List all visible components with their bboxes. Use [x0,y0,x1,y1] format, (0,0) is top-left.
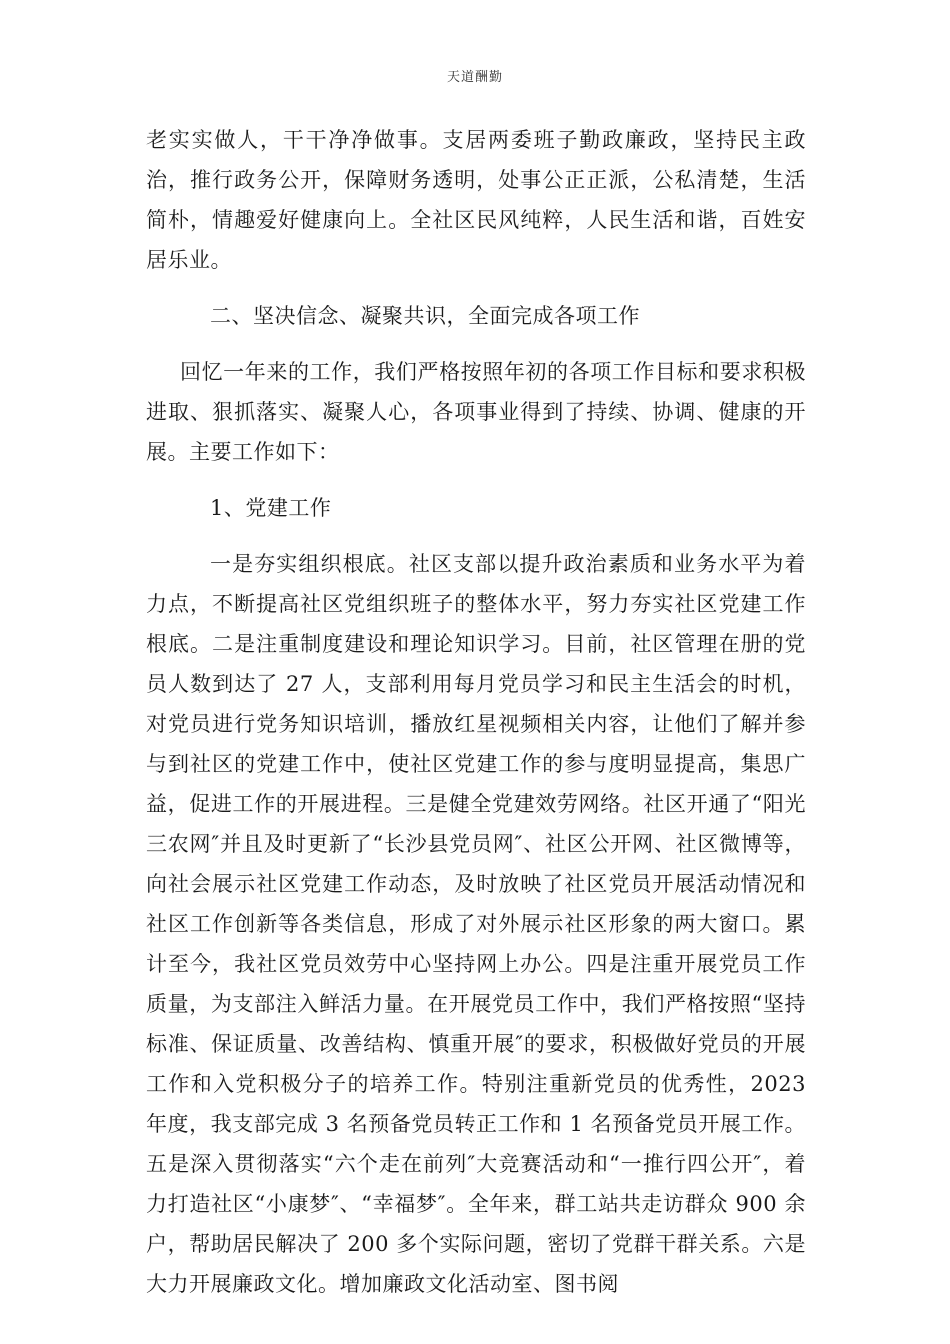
paragraph-review: 回忆一年来的工作，我们严格按照年初的各项工作目标和要求积极进取、狠抓落实、凝聚人心，各项事业得到了持续、协调、健康的开展。主要工作如下： [146,360,806,464]
paragraph-party-building: 一是夯实组织根底。社区支部以提升政治素质和业务水平为着力点，不断提高社区党组织班子的整体水平，努力夯实社区党建工作根底。二是注重制度建设和理论知识学习。目前，社区管理在册的党员人数到达了 27 人，支部利用每月党员学习和民主生活会的时机，对党员进行党务知识培训，播放红星视频相关内容，让他们了解并参与到社区的党建工作中，使社区党建工作的参与度明显提高，集思广益，促进工作的开展进程。三是健全党建效劳网络。社区开通了“阳光三农网″并且及时更新了“长沙县党员网″、社区公开网、社区微博等，向社会展示社区党建工作动态，及时放映了社区党员开展活动情况和社区工作创新等各类信息，形成了对外展示社区形象的两大窗口。累计至今，我社区党员效劳中心坚持网上办公。四是注重开展党员工作质量，为支部注入鲜活力量。在开展党员工作中，我们严格按照“坚持标准、保证质量、改善结构、慎重开展″的要求，积极做好党员的开展工作和入党积极分子的培养工作。特别注重新党员的优秀性，2023 年度，我支部完成 3 名预备党员转正工作和 1 名预备党员开展工作。五是深入贯彻落实“六个走在前列″大竞赛活动和“一推行四公开″，着力打造社区“小康梦″、“幸福梦″。全年来，群工站共走访群众 900 余户，帮助居民解决了 200 多个实际问题，密切了党群干群关系。六是大力开展廉政文化。增加廉政文化活动室、图书阅 [146,552,806,1296]
subsection-heading: 1、党建工作 [210,496,332,520]
document-body [146,120,806,1304]
paragraph-continuation: 老实实做人，干干净净做事。支居两委班子勤政廉政，坚持民主政治，推行政务公开，保障财务透明，处事公正正派，公私清楚，生活简朴，情趣爱好健康向上。全社区民风纯粹，人民生活和谐，百姓安居乐业。 [146,128,806,272]
page-header: 天道酬勤 [446,70,503,85]
section-heading: 二、坚决信念、凝聚共识，全面完成各项工作 [210,304,640,328]
